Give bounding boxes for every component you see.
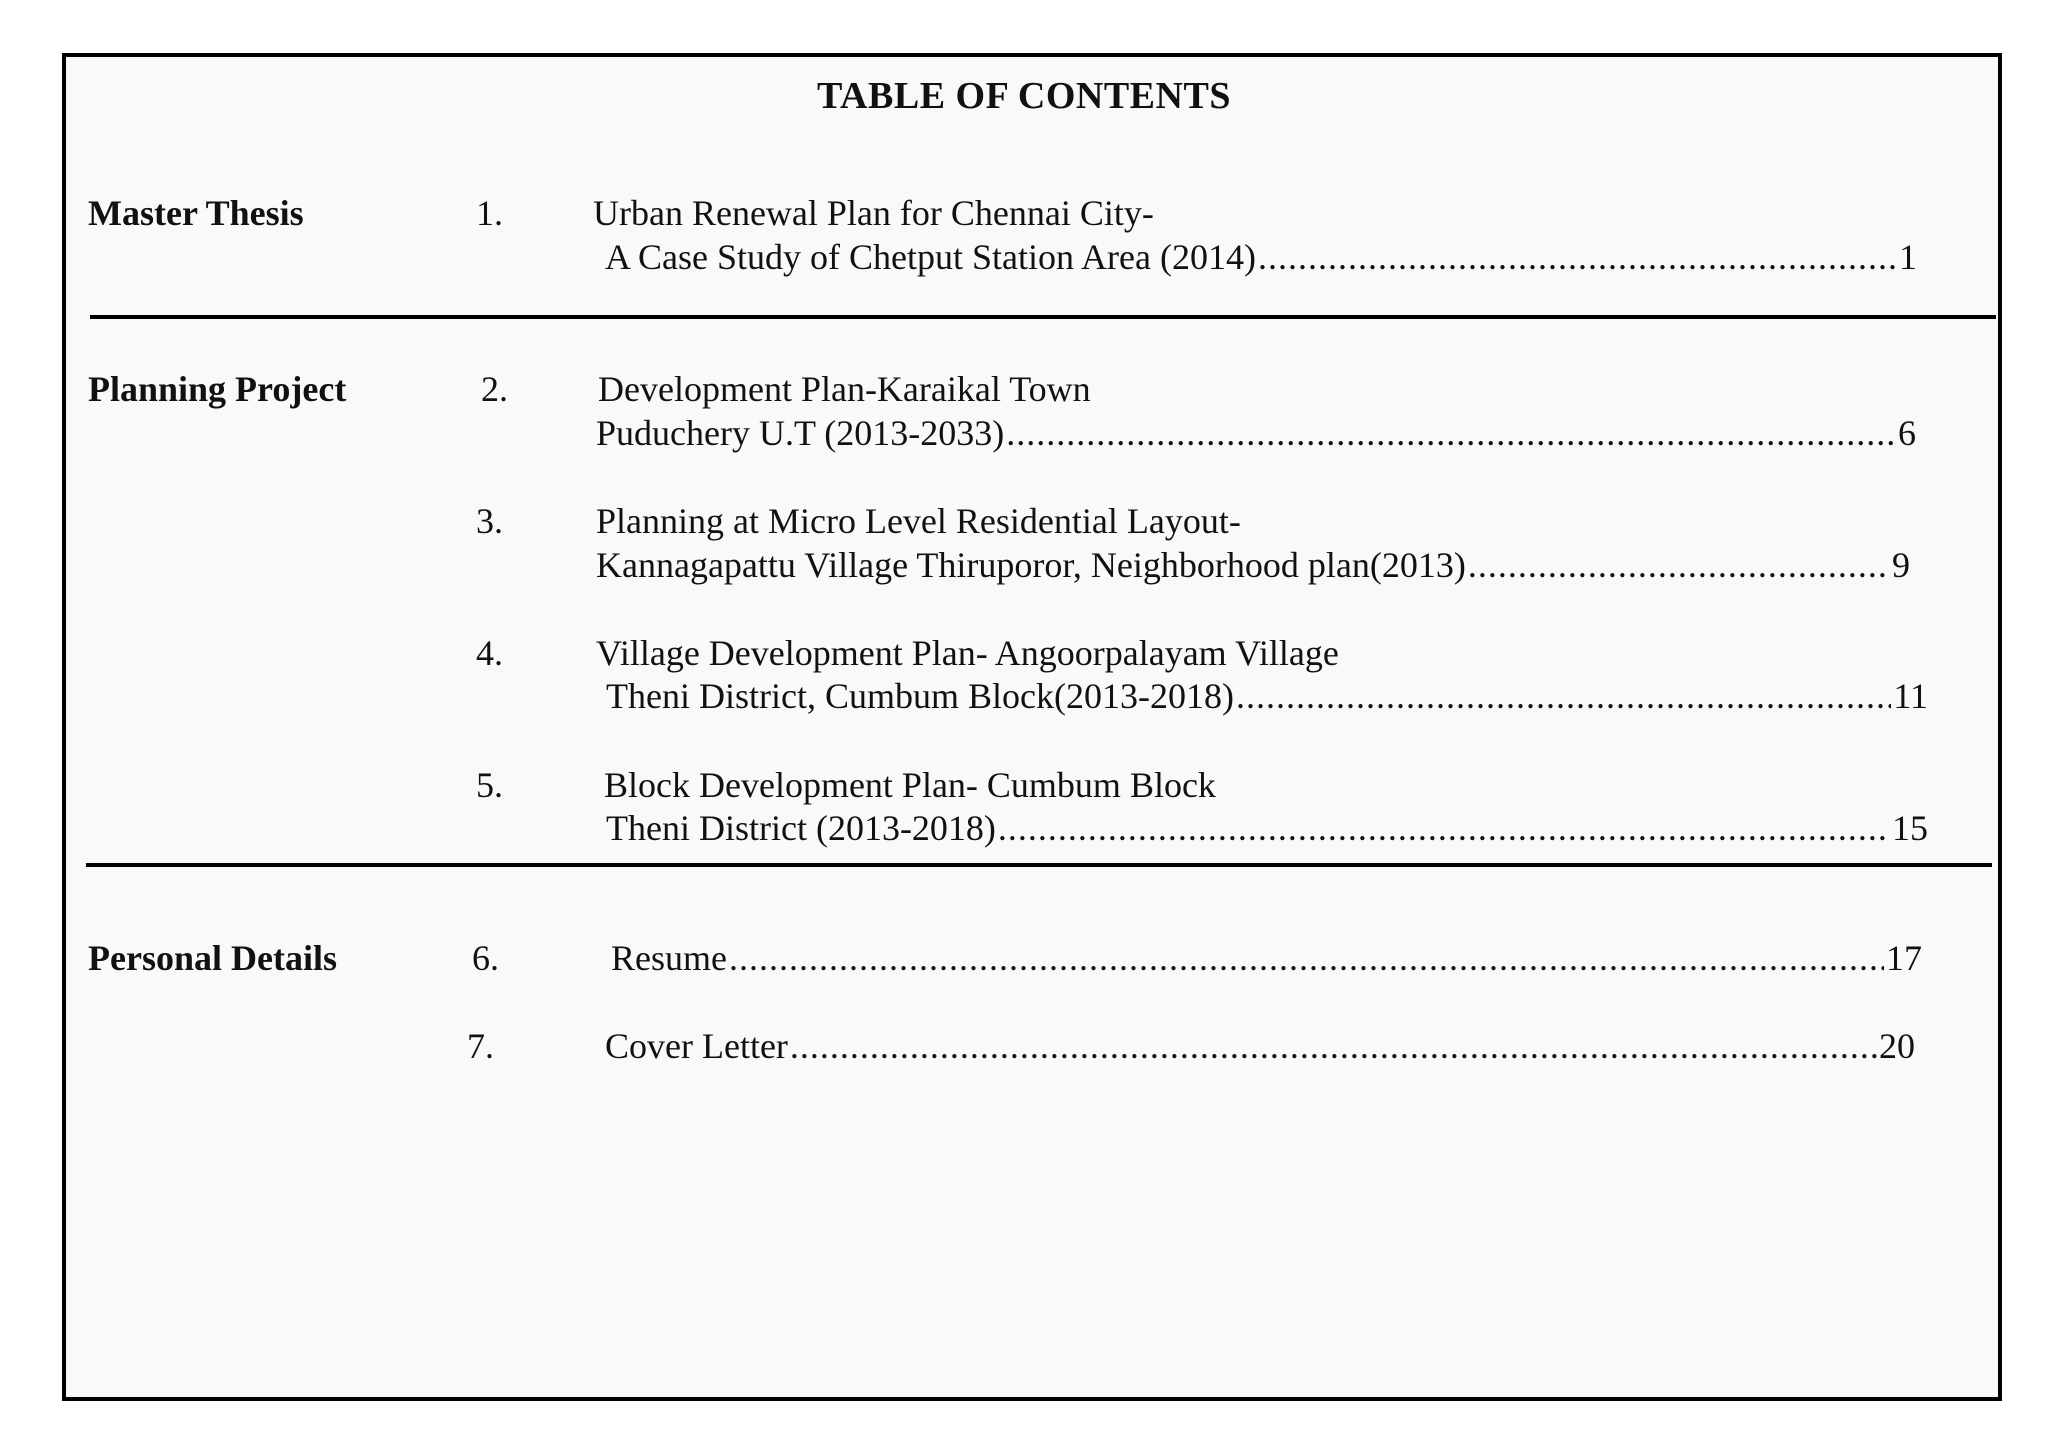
section-divider [86,863,1992,867]
section-master-thesis: Master Thesis [88,193,304,233]
dot-leader [1236,675,1891,717]
entry-number: 4. [476,633,503,673]
dot-leader [729,937,1884,979]
page-number: 15 [1892,808,1928,848]
entry-title: Planning at Micro Level Residential Layout- [596,501,1241,541]
toc-entry-line[interactable] [605,236,1917,278]
section-personal-details: Personal Details [88,938,337,978]
toc-entry-line[interactable] [606,807,1928,849]
entry-subtitle: Kannagapattu Village Thiruporor, Neighborhood plan(2013) [596,545,1466,585]
entry-title: Block Development Plan- Cumbum Block [604,765,1216,805]
toc-entry-line[interactable] [611,937,1922,979]
entry-number: 1. [476,193,503,233]
dot-leader [998,807,1890,849]
entry-subtitle: Theni District (2013-2018) [606,808,996,848]
dot-leader [1258,236,1897,278]
dot-leader [790,1025,1877,1067]
page-title: TABLE OF CONTENTS [817,75,1231,117]
entry-subtitle: Resume [611,938,727,978]
entry-subtitle: Theni District, Cumbum Block(2013-2018) [606,676,1234,716]
page-number: 11 [1893,676,1928,716]
entry-title: Development Plan-Karaikal Town [598,369,1091,409]
section-divider [90,315,1996,319]
entry-subtitle: Puduchery U.T (2013-2033) [596,413,1005,453]
dot-leader [1468,544,1890,586]
page-number: 20 [1879,1026,1915,1066]
toc-entry-line[interactable] [596,412,1916,454]
entry-subtitle: Cover Letter [605,1026,788,1066]
toc-entry-line[interactable] [606,675,1928,717]
section-planning-project: Planning Project [88,369,347,409]
page-number: 6 [1898,413,1916,453]
entry-title: Village Development Plan- Angoorpalayam Village [596,633,1339,673]
entry-number: 5. [476,765,503,805]
page-number: 1 [1899,237,1917,277]
entry-number: 7. [467,1026,494,1066]
page-number: 9 [1892,545,1910,585]
toc-entry-line[interactable] [605,1025,1915,1067]
entry-number: 6. [472,938,499,978]
entry-title: Urban Renewal Plan for Chennai City- [593,193,1154,233]
entry-number: 3. [476,501,503,541]
dot-leader [1006,412,1896,454]
toc-entry-line[interactable] [596,544,1910,586]
entry-number: 2. [481,369,508,409]
entry-subtitle: A Case Study of Chetput Station Area (2014) [605,237,1256,277]
page-number: 17 [1886,938,1922,978]
